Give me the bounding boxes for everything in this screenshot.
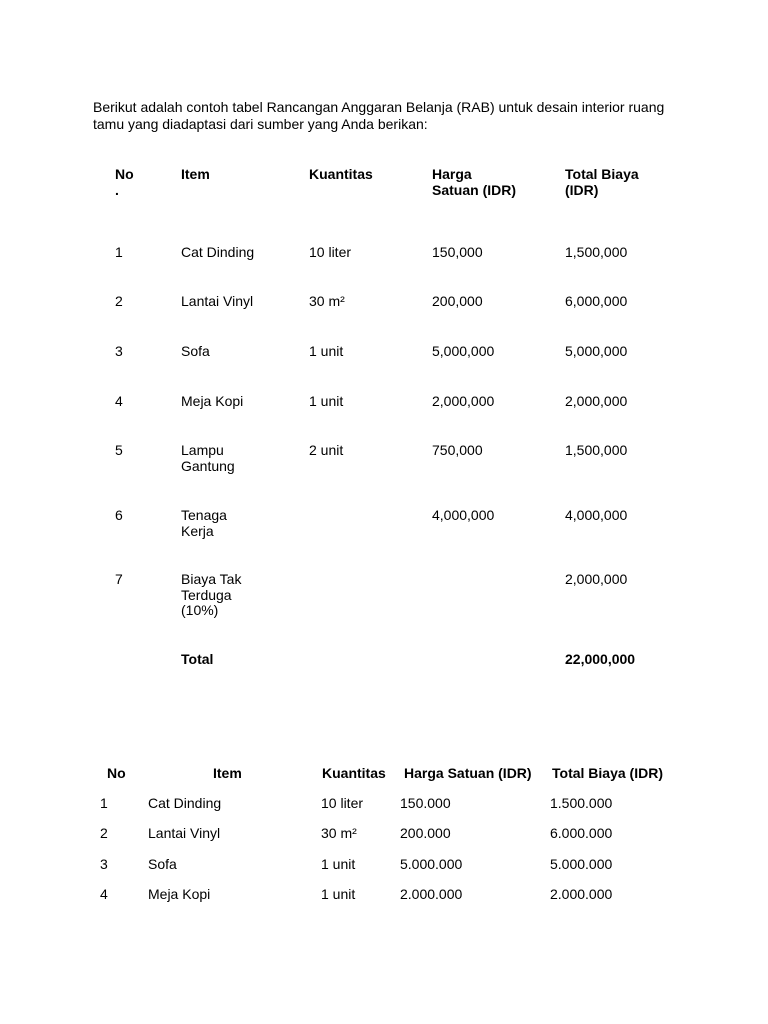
table2-row2-total: 6.000.000 bbox=[550, 825, 613, 841]
table1-row1-price: 150,000 bbox=[432, 244, 483, 260]
table2-row4-item: Meja Kopi bbox=[148, 886, 211, 902]
table2-row2-no: 2 bbox=[100, 825, 108, 841]
table2-row1-item: Cat Dinding bbox=[148, 795, 222, 811]
table1-row2-total: 6,000,000 bbox=[565, 293, 628, 309]
table2-header-total: Total Biaya (IDR) bbox=[552, 765, 663, 781]
table2-row1-qty: 10 liter bbox=[321, 795, 364, 811]
table1-header-price bbox=[432, 167, 516, 198]
table1-row6-total: 4,000,000 bbox=[565, 507, 628, 523]
header-no-line2: . bbox=[115, 181, 119, 198]
table1-row7-no: 7 bbox=[115, 571, 123, 587]
table1-row1-total: 1,500,000 bbox=[565, 244, 628, 260]
row5-item-line1: Lampu bbox=[181, 442, 224, 458]
table1-row3-qty: 1 unit bbox=[309, 343, 344, 359]
intro-paragraph: Berikut adalah contoh tabel Rancangan Anggaran Belanja (RAB) untuk desain interior ruang tamu yang diadaptasi dari sumber yang Anda berikan: bbox=[93, 99, 665, 132]
table2-header-no: No bbox=[107, 765, 126, 781]
table1-row3-price: 5,000,000 bbox=[432, 343, 495, 359]
table1-row4-total: 2,000,000 bbox=[565, 393, 628, 409]
table1-row5-no: 5 bbox=[115, 442, 123, 458]
header-total-line2: (IDR) bbox=[565, 181, 599, 198]
header-no-line1: No bbox=[115, 166, 134, 182]
table2-row4-price: 2.000.000 bbox=[400, 886, 463, 902]
table1-header-item: Item bbox=[181, 166, 210, 182]
table1-row3-total: 5,000,000 bbox=[565, 343, 628, 359]
table2-row4-no: 4 bbox=[100, 886, 108, 902]
table1-row2-item: Lantai Vinyl bbox=[181, 293, 254, 309]
table2-row1-total: 1.500.000 bbox=[550, 795, 613, 811]
table1-total-label: Total bbox=[181, 651, 214, 667]
row6-item-line2: Kerja bbox=[181, 522, 214, 539]
table2-header-qty: Kuantitas bbox=[322, 765, 386, 781]
row7-item-line2: Terduga bbox=[181, 586, 232, 603]
table2-header-price: Harga Satuan (IDR) bbox=[404, 765, 532, 781]
table1-row7-item bbox=[181, 572, 241, 619]
row7-item-line1: Biaya Tak bbox=[181, 571, 242, 587]
table2-row2-price: 200.000 bbox=[400, 825, 451, 841]
table1-header-qty: Kuantitas bbox=[309, 166, 373, 182]
table1-row2-qty: 30 m² bbox=[309, 293, 345, 309]
table1-row1-qty: 10 liter bbox=[309, 244, 352, 260]
table2-row4-total: 2.000.000 bbox=[550, 886, 613, 902]
table1-row4-item: Meja Kopi bbox=[181, 393, 244, 409]
table1-row4-price: 2,000,000 bbox=[432, 393, 495, 409]
table1-row1-item: Cat Dinding bbox=[181, 244, 255, 260]
table1-row2-no: 2 bbox=[115, 293, 123, 309]
table1-row7-total: 2,000,000 bbox=[565, 571, 628, 587]
table1-row5-item bbox=[181, 443, 235, 474]
table1-row4-qty: 1 unit bbox=[309, 393, 344, 409]
row6-item-line1: Tenaga bbox=[181, 507, 227, 523]
table1-row3-item: Sofa bbox=[181, 343, 210, 359]
table1-row5-total: 1,500,000 bbox=[565, 442, 628, 458]
table1-total-value: 22,000,000 bbox=[565, 651, 636, 667]
table1-row5-qty: 2 unit bbox=[309, 442, 344, 458]
row5-item-line2: Gantung bbox=[181, 457, 235, 474]
table1-row5-price: 750,000 bbox=[432, 442, 483, 458]
table2-row3-price: 5.000.000 bbox=[400, 856, 463, 872]
table2-row3-total: 5.000.000 bbox=[550, 856, 613, 872]
table1-row4-no: 4 bbox=[115, 393, 123, 409]
table1-header-no bbox=[115, 167, 134, 198]
table2-row2-item: Lantai Vinyl bbox=[148, 825, 221, 841]
table1-row6-price: 4,000,000 bbox=[432, 507, 495, 523]
table2-row3-item: Sofa bbox=[148, 856, 177, 872]
table1-row3-no: 3 bbox=[115, 343, 123, 359]
row7-item-line3: (10%) bbox=[181, 602, 219, 618]
table1-header-total bbox=[565, 167, 639, 198]
table1-row6-no: 6 bbox=[115, 507, 123, 523]
table1-row6-item bbox=[181, 508, 227, 539]
table1-row1-no: 1 bbox=[115, 244, 123, 260]
table2-header-item: Item bbox=[213, 765, 242, 781]
header-total-line1: Total Biaya bbox=[565, 166, 639, 182]
table2-row2-qty: 30 m² bbox=[321, 825, 357, 841]
table2-row1-no: 1 bbox=[100, 795, 108, 811]
table2-row4-qty: 1 unit bbox=[321, 886, 356, 902]
header-price-line1: Harga bbox=[432, 166, 472, 182]
table2-row3-qty: 1 unit bbox=[321, 856, 356, 872]
table2-row1-price: 150.000 bbox=[400, 795, 451, 811]
header-price-line2: Satuan (IDR) bbox=[432, 181, 516, 198]
table1-row2-price: 200,000 bbox=[432, 293, 483, 309]
table2-row3-no: 3 bbox=[100, 856, 108, 872]
